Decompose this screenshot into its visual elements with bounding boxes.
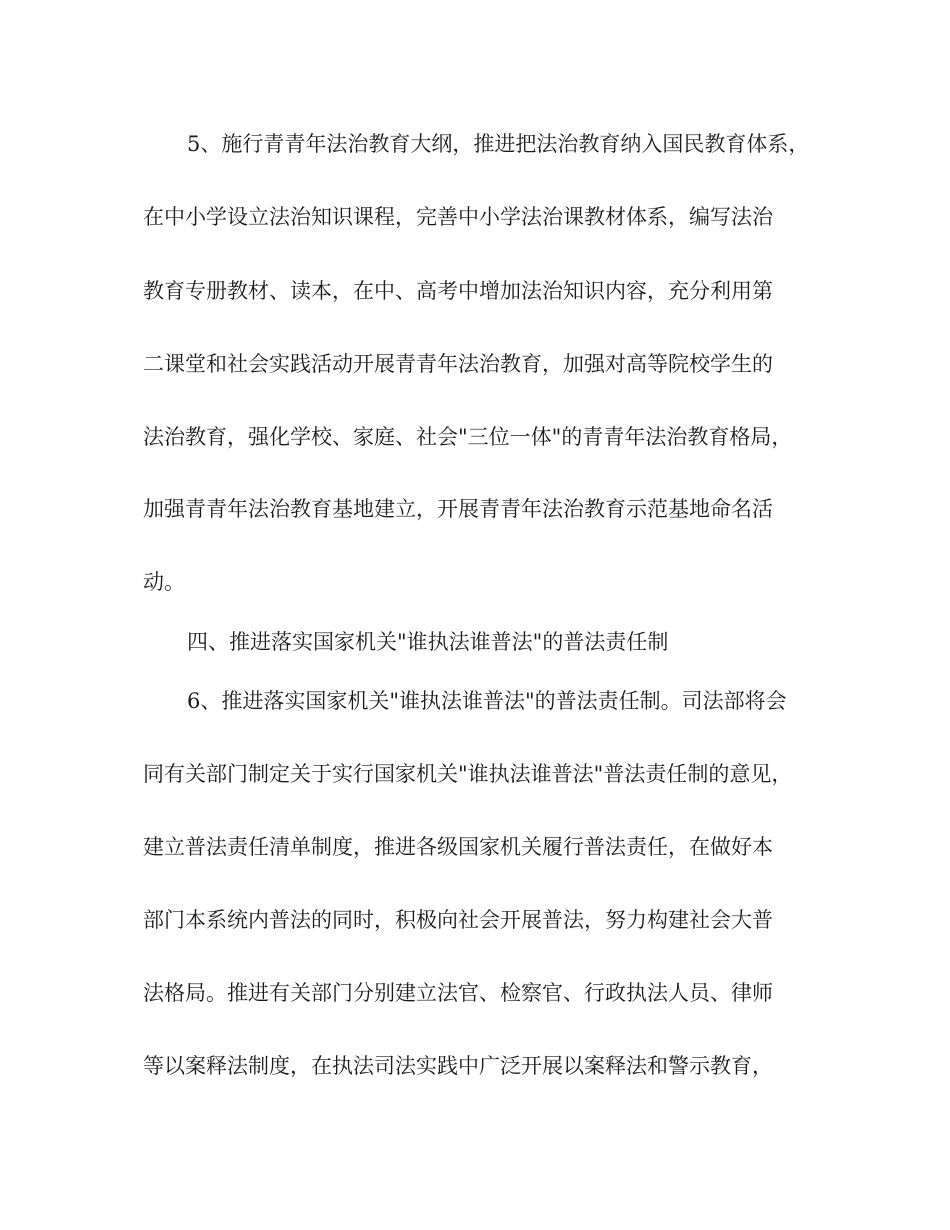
- paragraph-5-line-5: 法治教育，强化学校、家庭、社会"三位一体"的青青年法治教育格局，: [143, 425, 793, 449]
- paragraph-5-line-1: 5、施行青青年法治教育大纲，推进把法治教育纳入国民教育体系，: [187, 132, 810, 156]
- paragraph-5-line-3: 教育专册教材、读本，在中、高考中增加法治知识内容，充分利用第: [143, 279, 773, 303]
- paragraph-6-line-4: 部门本系统内普法的同时，积极向社会开展普法，努力构建社会大普: [143, 908, 773, 932]
- section-heading-four: 四、推进落实国家机关"谁执法谁普法"的普法责任制: [187, 630, 669, 654]
- paragraph-6-line-5: 法格局。推进有关部门分别建立法官、检察官、行政执法人员、律师: [143, 981, 773, 1005]
- paragraph-5-line-2: 在中小学设立法治知识课程，完善中小学法治课教材体系，编写法治: [143, 205, 773, 229]
- paragraph-5-line-6: 加强青青年法治教育基地建立，开展青青年法治教育示范基地命名活: [143, 497, 773, 521]
- paragraph-5-line-7: 动。: [143, 570, 185, 594]
- paragraph-6-line-6: 等以案释法制度，在执法司法实践中广泛开展以案释法和警示教育，: [143, 1054, 773, 1078]
- paragraph-6-line-1: 6、推进落实国家机关"谁执法谁普法"的普法责任制。司法部将会: [187, 689, 787, 713]
- paragraph-6-line-2: 同有关部门制定关于实行国家机关"谁执法谁普法"普法责任制的意见，: [143, 762, 793, 786]
- paragraph-6-line-3: 建立普法责任清单制度，推进各级国家机关履行普法责任，在做好本: [143, 835, 773, 859]
- paragraph-5-line-4: 二课堂和社会实践活动开展青青年法治教育，加强对高等院校学生的: [143, 352, 773, 376]
